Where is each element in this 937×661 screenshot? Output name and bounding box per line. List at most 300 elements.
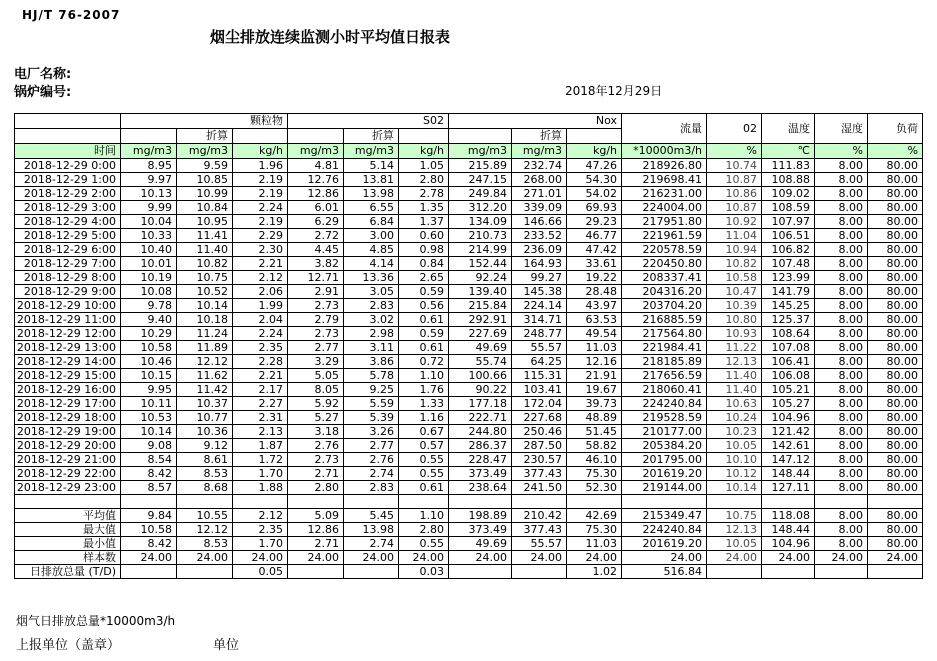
value-cell: 106.51 [762,229,815,243]
col-flow-header: 流量 [622,114,707,144]
value-cell: 52.30 [567,481,622,495]
value-cell: 108.64 [762,327,815,341]
value-cell: 0.56 [399,299,449,313]
pm-converted-unit-mgm3: mg/m3 [177,144,233,159]
value-cell: 9.78 [121,299,177,313]
value-cell: 55.57 [512,537,567,551]
time-cell: 2018-12-29 13:00 [15,341,121,355]
value-cell: 145.25 [762,299,815,313]
value-cell: 2.77 [344,439,399,453]
value-cell: 12.76 [288,173,344,187]
temp-unit: ℃ [762,144,815,159]
value-cell: 8.00 [815,467,868,481]
value-cell: 0.59 [399,327,449,341]
value-cell: 292.91 [449,313,512,327]
value-cell: 55.74 [449,355,512,369]
value-cell: 10.18 [177,313,233,327]
table-row [15,411,923,425]
col-group-pm: 颗粒物 [121,114,288,129]
value-cell: 90.22 [449,383,512,397]
time-cell: 2018-12-29 23:00 [15,481,121,495]
value-cell: 8.00 [815,523,868,537]
value-cell: 12.71 [288,271,344,285]
header-blank-cell [567,129,622,144]
value-cell: 1.10 [399,369,449,383]
value-cell: 10.86 [707,187,762,201]
value-cell: 2.74 [344,467,399,481]
value-cell: 134.09 [449,215,512,229]
value-cell: 46.77 [567,229,622,243]
header-blank-cell [15,129,121,144]
value-cell: 10.14 [707,481,762,495]
value-cell: 219144.00 [622,481,707,495]
value-cell: 24.00 [121,551,177,565]
table-row [15,481,923,495]
value-cell: 8.00 [815,537,868,551]
value-cell: 10.55 [177,509,233,523]
time-cell: 2018-12-29 9:00 [15,285,121,299]
value-cell: 0.84 [399,257,449,271]
value-cell: 516.84 [622,565,707,579]
value-cell: 217564.80 [622,327,707,341]
value-cell: 49.69 [449,341,512,355]
value-cell: 80.00 [868,369,923,383]
value-cell: 0.55 [399,467,449,481]
value-cell: 111.83 [762,159,815,173]
value-cell: 127.11 [762,481,815,495]
time-cell: 2018-12-29 10:00 [15,299,121,313]
time-cell: 2018-12-29 0:00 [15,159,121,173]
report-date: 2018年12月29日 [565,84,663,98]
value-cell: 10.05 [707,537,762,551]
value-cell: 220578.59 [622,243,707,257]
value-cell: 2.12 [233,271,288,285]
value-cell: 205384.20 [622,439,707,453]
time-cell: 2018-12-29 18:00 [15,411,121,425]
value-cell: 377.43 [512,467,567,481]
value-cell: 8.57 [121,481,177,495]
value-cell: 2.13 [233,425,288,439]
value-cell: 2.35 [233,523,288,537]
value-cell: 216231.00 [622,187,707,201]
value-cell: 106.82 [762,243,815,257]
value-cell: 80.00 [868,425,923,439]
value-cell: 2.73 [288,327,344,341]
value-cell: 210.42 [512,509,567,523]
value-cell: 218926.80 [622,159,707,173]
value-cell: 10.63 [707,397,762,411]
value-cell: 63.53 [567,313,622,327]
value-cell: 107.08 [762,341,815,355]
table-row [15,271,923,285]
empty-cell [815,495,868,509]
value-cell: 8.05 [288,383,344,397]
value-cell: 80.00 [868,383,923,397]
value-cell: 287.50 [512,439,567,453]
standard-code: HJ/T 76-2007 [22,8,121,22]
value-cell: 10.87 [707,201,762,215]
value-cell: 11.40 [707,369,762,383]
value-cell: 6.29 [288,215,344,229]
empty-cell [121,495,177,509]
value-cell: 10.13 [121,187,177,201]
value-cell: 2.24 [233,201,288,215]
value-cell: 227.69 [449,327,512,341]
value-cell: 9.99 [121,201,177,215]
value-cell: 10.52 [177,285,233,299]
value-cell: 5.92 [288,397,344,411]
value-cell: 222.71 [449,411,512,425]
value-cell: 4.14 [344,257,399,271]
value-cell: 9.40 [121,313,177,327]
value-cell: 5.14 [344,159,399,173]
value-cell: 228.47 [449,453,512,467]
value-cell: 10.84 [177,201,233,215]
value-cell: 8.53 [177,467,233,481]
value-cell: 210.73 [449,229,512,243]
value-cell: 8.00 [815,509,868,523]
header-blank-cell [399,129,449,144]
value-cell: 10.82 [177,257,233,271]
value-cell: 2.74 [344,537,399,551]
value-cell: 12.12 [177,523,233,537]
value-cell: 80.00 [868,201,923,215]
header-blank-cell [233,129,288,144]
value-cell: 8.00 [815,327,868,341]
value-cell: 2.17 [233,383,288,397]
value-cell: 104.96 [762,537,815,551]
table-row [15,201,923,215]
value-cell: 24.00 [815,551,868,565]
value-cell: 4.81 [288,159,344,173]
value-cell: 9.97 [121,173,177,187]
value-cell: 10.01 [121,257,177,271]
value-cell: 11.24 [177,327,233,341]
value-cell: 80.00 [868,523,923,537]
value-cell: 10.80 [707,313,762,327]
value-cell: 3.00 [344,229,399,243]
time-cell: 2018-12-29 19:00 [15,425,121,439]
value-cell: 10.53 [121,411,177,425]
value-cell: 10.95 [177,215,233,229]
time-cell: 2018-12-29 3:00 [15,201,121,215]
value-cell: 5.27 [288,411,344,425]
value-cell: 2.06 [233,285,288,299]
value-cell: 0.05 [233,565,288,579]
value-cell: 0.61 [399,341,449,355]
value-cell: 2.73 [288,299,344,313]
value-cell: 1.37 [399,215,449,229]
value-cell: 24.00 [344,551,399,565]
nox-unit-mgm3: mg/m3 [449,144,512,159]
value-cell: 10.75 [177,271,233,285]
value-cell: 9.08 [121,439,177,453]
value-cell: 0.60 [399,229,449,243]
value-cell: 8.00 [815,215,868,229]
value-cell: 0.57 [399,439,449,453]
summary-label: 样本数 [15,551,121,565]
value-cell: 54.30 [567,173,622,187]
reporting-unit-label: 上报单位（盖章） [16,638,121,653]
value-cell: 69.93 [567,201,622,215]
value-cell: 2.79 [288,313,344,327]
value-cell: 0.03 [399,565,449,579]
value-cell: 118.08 [762,509,815,523]
empty-cell [288,495,344,509]
value-cell [868,565,923,579]
value-cell: 10.29 [121,327,177,341]
empty-cell [177,495,233,509]
value-cell: 42.69 [567,509,622,523]
value-cell: 249.84 [449,187,512,201]
value-cell: 10.92 [707,215,762,229]
value-cell: 2.72 [288,229,344,243]
value-cell: 99.27 [512,271,567,285]
value-cell: 24.00 [233,551,288,565]
table-row [15,397,923,411]
value-cell: 11.89 [177,341,233,355]
value-cell: 8.00 [815,453,868,467]
value-cell: 105.21 [762,383,815,397]
value-cell: 24.00 [512,551,567,565]
value-cell: 46.10 [567,453,622,467]
value-cell: 232.74 [512,159,567,173]
flue-total-note: 烟气日排放总量*10000m3/h [16,614,176,628]
value-cell: 1.70 [233,467,288,481]
value-cell: 80.00 [868,229,923,243]
value-cell: 3.05 [344,285,399,299]
value-cell: 5.39 [344,411,399,425]
value-cell: 0.72 [399,355,449,369]
value-cell: 0.98 [399,243,449,257]
value-cell: 3.86 [344,355,399,369]
value-cell: 104.96 [762,411,815,425]
value-cell: 80.00 [868,173,923,187]
value-cell: 2.78 [399,187,449,201]
value-cell: 10.04 [121,215,177,229]
value-cell: 10.40 [121,243,177,257]
time-cell: 2018-12-29 15:00 [15,369,121,383]
value-cell: 105.27 [762,397,815,411]
col-temp-header: 温度 [762,114,815,144]
value-cell: 2.30 [233,243,288,257]
table-row [15,369,923,383]
value-cell: 10.74 [707,159,762,173]
page-title: 烟尘排放连续监测小时平均值日报表 [209,28,450,46]
value-cell: 80.00 [868,159,923,173]
value-cell: 373.49 [449,523,512,537]
value-cell: 10.58 [121,341,177,355]
value-cell: 13.36 [344,271,399,285]
value-cell: 2.31 [233,411,288,425]
value-cell: 8.00 [815,439,868,453]
col-load-header: 负荷 [868,114,923,144]
value-cell [762,565,815,579]
table-row [15,229,923,243]
value-cell: 219528.59 [622,411,707,425]
value-cell: 8.00 [815,299,868,313]
header-blank-cell [449,129,512,144]
value-cell: 145.38 [512,285,567,299]
value-cell: 250.46 [512,425,567,439]
time-column-header: 时间 [15,144,121,159]
value-cell: 312.20 [449,201,512,215]
value-cell: 10.37 [177,397,233,411]
value-cell: 80.00 [868,355,923,369]
value-cell: 238.64 [449,481,512,495]
value-cell: 10.19 [121,271,177,285]
table-row [15,285,923,299]
table-row [15,327,923,341]
table-row [15,439,923,453]
nox-converted-label: 折算 [512,129,567,144]
summary-row [15,523,923,537]
value-cell: 10.08 [121,285,177,299]
value-cell: 2.19 [233,215,288,229]
value-cell: 12.12 [177,355,233,369]
value-cell: 24.00 [177,551,233,565]
value-cell [512,565,567,579]
value-cell: 80.00 [868,481,923,495]
value-cell: 220450.80 [622,257,707,271]
value-cell: 1.88 [233,481,288,495]
value-cell: 4.85 [344,243,399,257]
value-cell: 10.12 [707,467,762,481]
value-cell: 1.02 [567,565,622,579]
summary-label: 最小值 [15,537,121,551]
value-cell: 236.09 [512,243,567,257]
value-cell: 0.67 [399,425,449,439]
table-row [15,243,923,257]
value-cell: 8.00 [815,285,868,299]
table-row [15,355,923,369]
value-cell: 217656.59 [622,369,707,383]
value-cell: 217951.80 [622,215,707,229]
value-cell: 8.00 [815,481,868,495]
value-cell: 2.71 [288,537,344,551]
value-cell: 139.40 [449,285,512,299]
value-cell: 1.70 [233,537,288,551]
time-cell: 2018-12-29 11:00 [15,313,121,327]
value-cell: 123.99 [762,271,815,285]
daily-total-row [15,565,923,579]
value-cell: 1.05 [399,159,449,173]
value-cell: 218185.89 [622,355,707,369]
value-cell: 218060.41 [622,383,707,397]
value-cell: 224.14 [512,299,567,313]
value-cell: 8.00 [815,243,868,257]
value-cell: 1.33 [399,397,449,411]
value-cell [288,565,344,579]
value-cell: 8.00 [815,355,868,369]
value-cell: 106.08 [762,369,815,383]
col-o2-header: 02 [707,114,762,144]
value-cell: 10.05 [707,439,762,453]
value-cell: 80.00 [868,243,923,257]
summary-row [15,537,923,551]
value-cell: 2.76 [288,439,344,453]
table-row [15,453,923,467]
empty-cell [868,495,923,509]
value-cell: 12.86 [288,523,344,537]
value-cell: 0.59 [399,285,449,299]
value-cell: 10.14 [121,425,177,439]
value-cell: 10.94 [707,243,762,257]
value-cell: 339.09 [512,201,567,215]
header-group-row [15,114,923,129]
time-cell: 2018-12-29 20:00 [15,439,121,453]
value-cell: 1.10 [399,509,449,523]
value-cell: 3.82 [288,257,344,271]
time-cell: 2018-12-29 4:00 [15,215,121,229]
value-cell: 5.78 [344,369,399,383]
value-cell: 48.89 [567,411,622,425]
value-cell: 11.62 [177,369,233,383]
value-cell: 10.75 [707,509,762,523]
col-group-nox: Nox [449,114,622,129]
value-cell: 8.00 [815,425,868,439]
value-cell: 164.93 [512,257,567,271]
summary-row [15,509,923,523]
humidity-unit: % [815,144,868,159]
value-cell: 8.00 [815,173,868,187]
value-cell: 80.00 [868,537,923,551]
value-cell: 47.26 [567,159,622,173]
value-cell: 10.23 [707,425,762,439]
empty-cell [762,495,815,509]
value-cell: 215349.47 [622,509,707,523]
value-cell: 1.72 [233,453,288,467]
value-cell: 8.00 [815,159,868,173]
empty-cell [399,495,449,509]
table-row [15,187,923,201]
value-cell: 80.00 [868,453,923,467]
value-cell: 2.91 [288,285,344,299]
table-row [15,173,923,187]
value-cell: 10.85 [177,173,233,187]
value-cell: 24.00 [622,551,707,565]
value-cell: 3.26 [344,425,399,439]
so2-converted-label: 折算 [344,129,399,144]
value-cell: 198.89 [449,509,512,523]
value-cell: 2.21 [233,257,288,271]
table-row [15,313,923,327]
value-cell: 2.12 [233,509,288,523]
value-cell: 8.61 [177,453,233,467]
value-cell: 2.80 [399,173,449,187]
pm-unit-mgm3: mg/m3 [121,144,177,159]
table-row [15,425,923,439]
value-cell: 1.96 [233,159,288,173]
value-cell: 5.05 [288,369,344,383]
value-cell: 47.42 [567,243,622,257]
value-cell: 9.95 [121,383,177,397]
time-cell: 2018-12-29 21:00 [15,453,121,467]
value-cell: 92.24 [449,271,512,285]
value-cell [344,565,399,579]
table-row [15,467,923,481]
value-cell: 2.80 [288,481,344,495]
value-cell: 80.00 [868,341,923,355]
value-cell [815,565,868,579]
value-cell: 142.61 [762,439,815,453]
load-unit: % [868,144,923,159]
value-cell: 221961.59 [622,229,707,243]
col-group-so2: S02 [288,114,449,129]
value-cell: 3.11 [344,341,399,355]
value-cell: 55.57 [512,341,567,355]
time-cell: 2018-12-29 5:00 [15,229,121,243]
